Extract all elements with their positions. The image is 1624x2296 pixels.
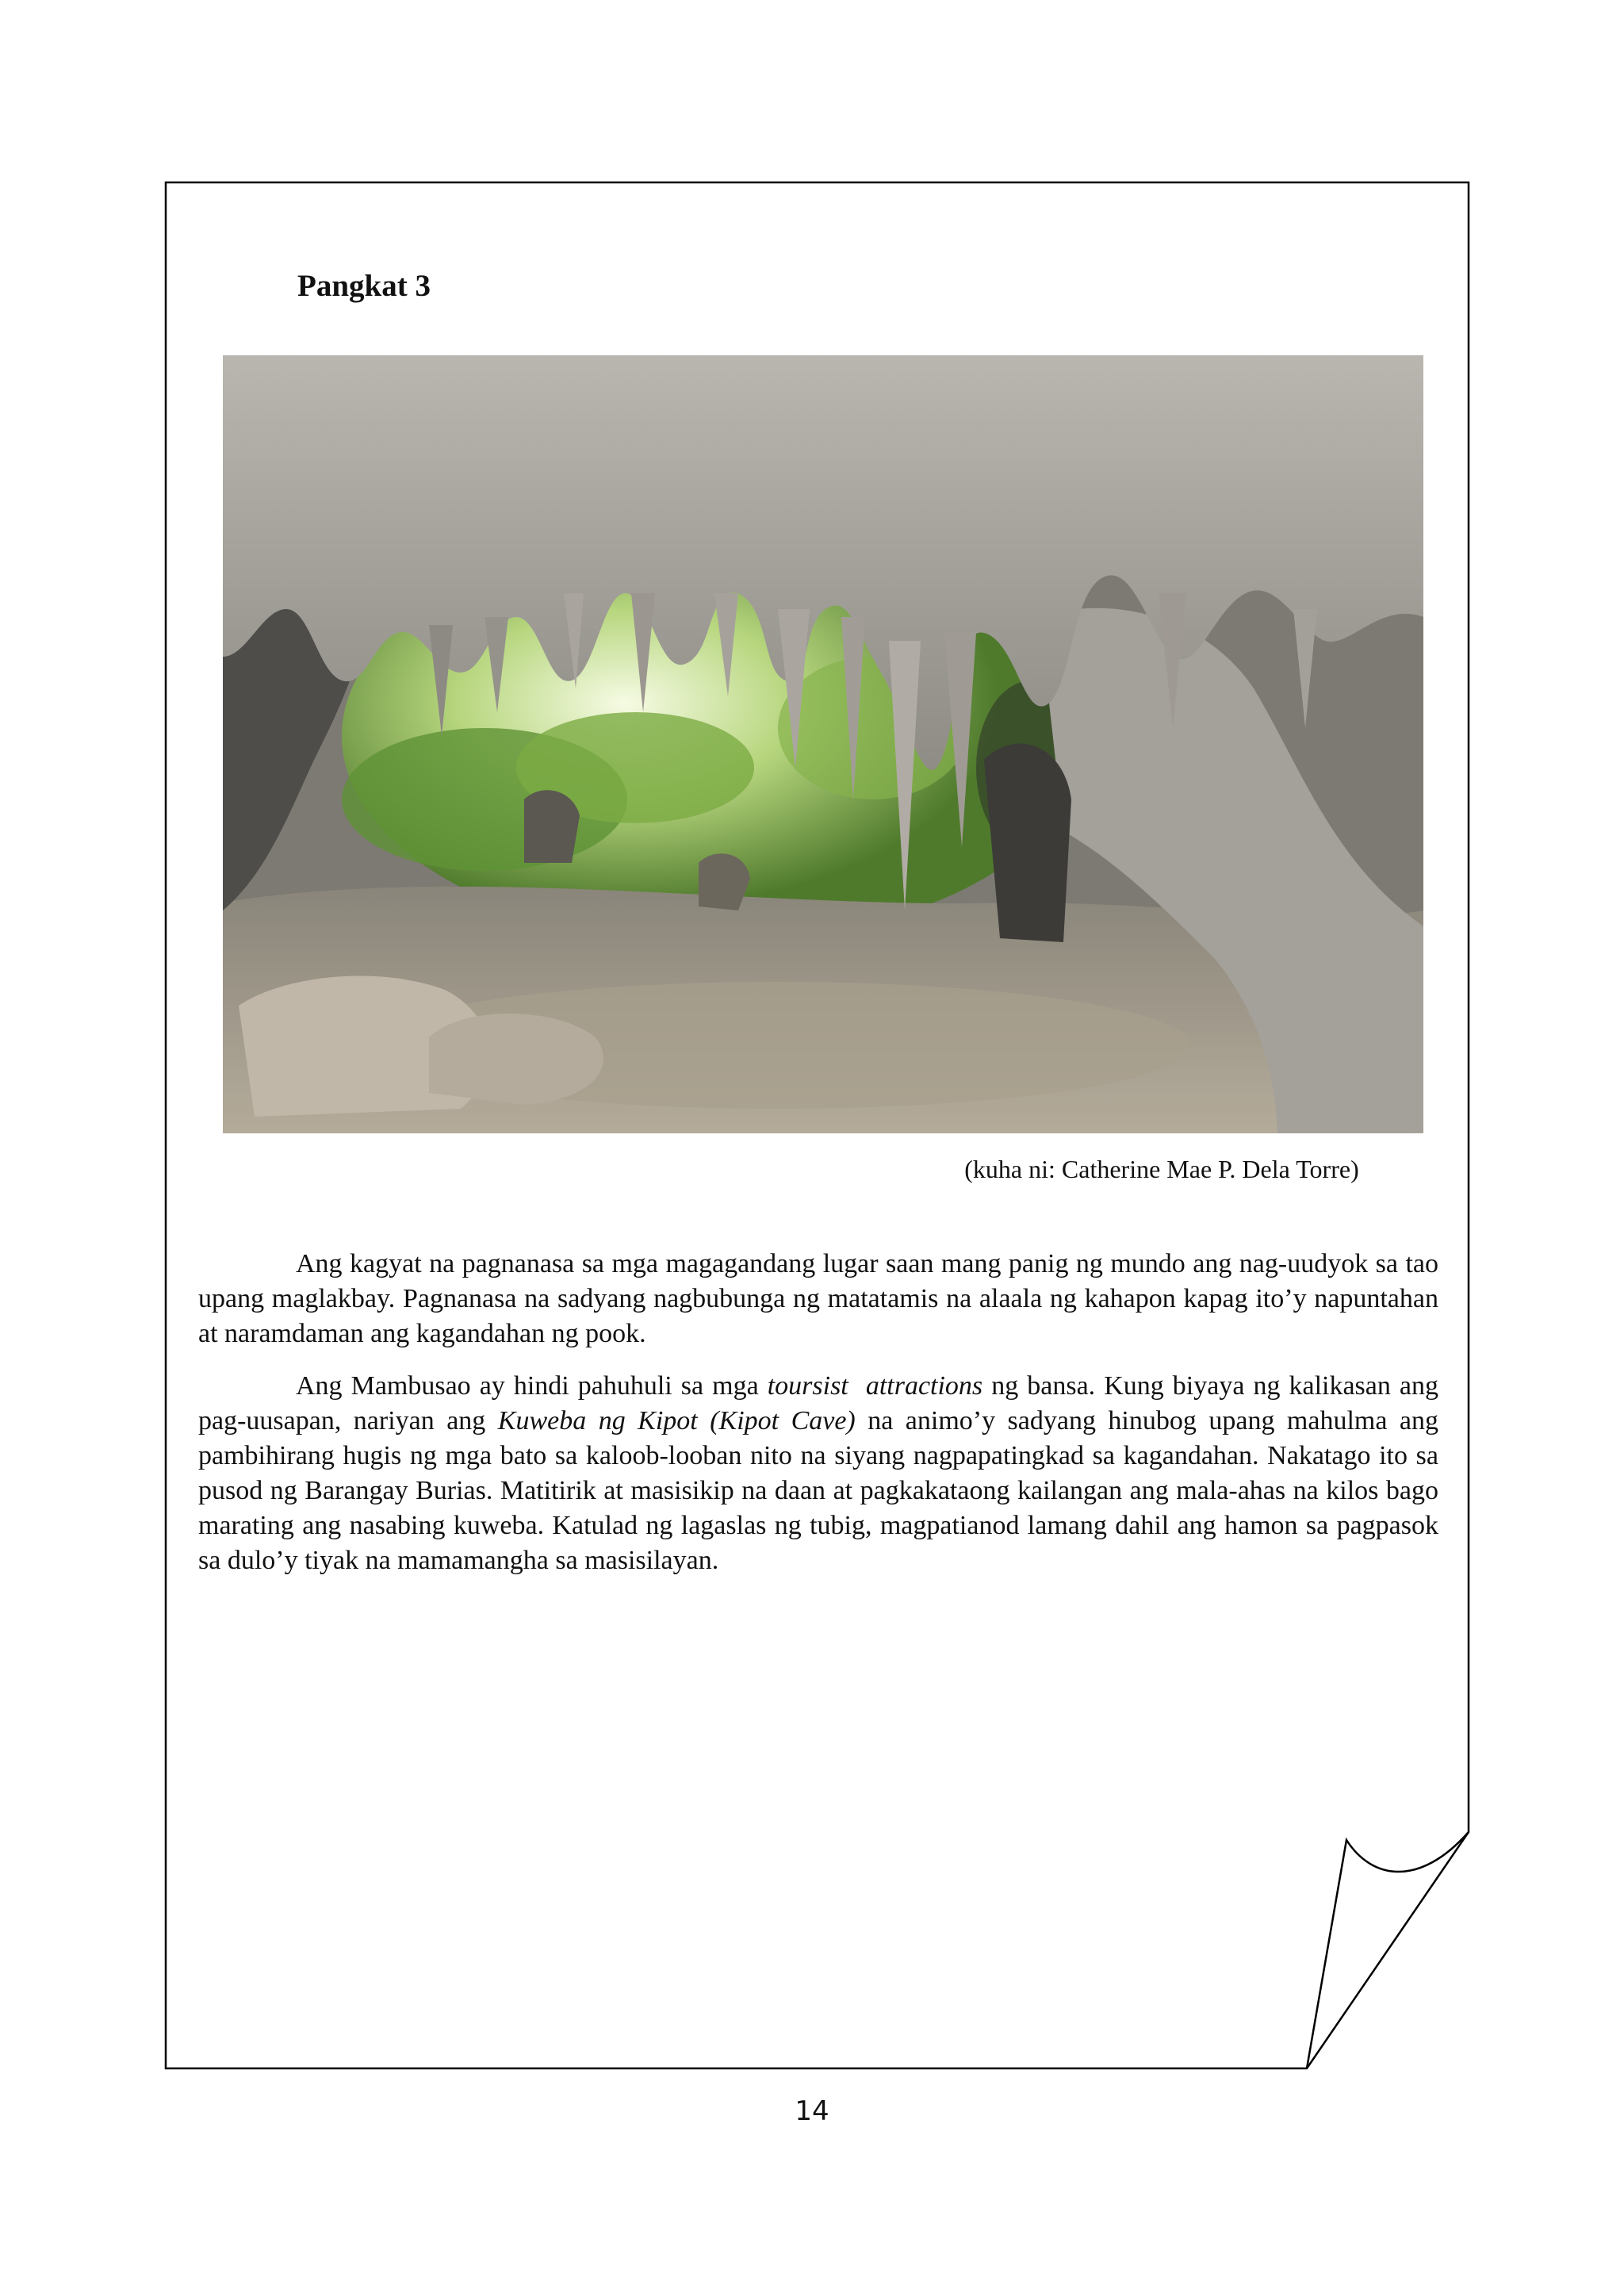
paragraph-2-italic-cave-name: Kuweba ng Kipot (Kipot Cave) xyxy=(497,1406,856,1435)
paragraph-2-text: ng bansa. Kung biyaya ng kalikasan ang pag-uusapan, nariyan ang xyxy=(198,1371,1438,1435)
cave-photo xyxy=(223,355,1423,1133)
paragraph-2-text: na animo’y sadyang hinubog upang mahulma ang pambihirang hugis ng mga bato sa kaloob-looban nito na siyang nagpapatingkad sa kagandahan. Nakatago ito sa pusod ng Barangay Burias. Matitirik at masisikip na daan at pagkakataong kailangan ang mala-ahas na kilos bago marating ang nasabing kuweba. Katulad ng lagaslas ng tubig, magpatianod lamang dahil ang hamon sa pagpasok sa dulo’y tiyak na mamamangha sa masisilayan. xyxy=(198,1406,1438,1575)
paragraph-2-text: Ang Mambusao ay hindi pahuhuli sa mga xyxy=(296,1371,768,1401)
section-heading: Pangkat 3 xyxy=(297,269,431,303)
paragraph-2-italic-attractions: toursist attractions xyxy=(767,1371,983,1401)
page-number: 14 xyxy=(795,2095,829,2127)
photo-caption: (kuha ni: Catherine Mae P. Dela Torre) xyxy=(964,1155,1359,1183)
body-text xyxy=(198,1247,1438,1596)
paragraph-2 xyxy=(198,1369,1438,1578)
paragraph-1: Ang kagyat na pagnanasa sa mga magagandang lugar saan mang panig ng mundo ang nag-uudyok sa tao upang maglakbay. Pagnanasa na sadyang nagbubunga ng matatamis na alaala ng kahapon kapag ito’y napuntahan at naramdaman ang kagandahan ng pook. xyxy=(198,1249,1438,1348)
